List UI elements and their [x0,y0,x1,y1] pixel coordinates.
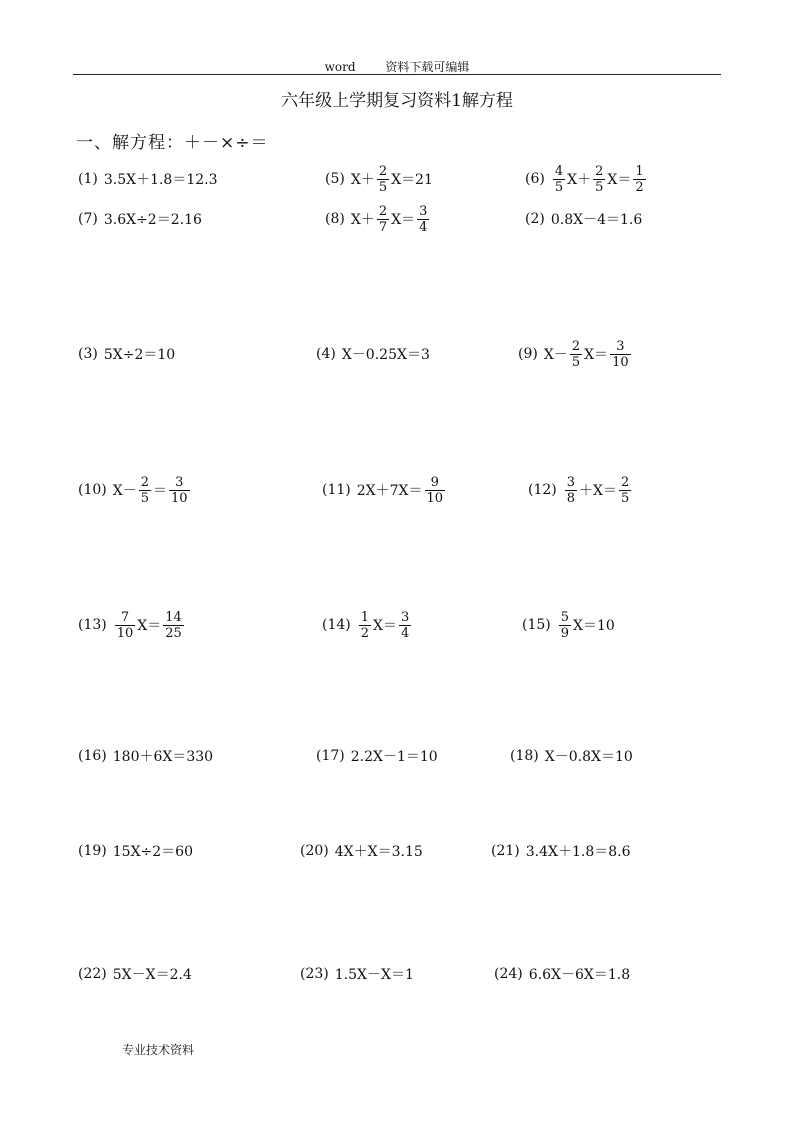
fraction-numerator: 5 [560,609,570,625]
equation-item [300,829,423,873]
fraction-numerator: 2 [140,474,149,490]
fraction [115,610,136,641]
fraction-numerator: 2 [571,338,581,354]
fraction-denominator: 5 [378,179,388,195]
fraction-denominator: 25 [165,625,182,641]
fraction [570,339,582,370]
fraction-denominator: 10 [612,354,629,370]
equation-text: X－ [112,483,137,499]
equation-text: X＋ [350,172,375,188]
equation-item [522,603,615,647]
fraction-denominator: 5 [621,490,630,506]
fraction [593,164,605,195]
fraction-numerator: 3 [419,203,428,219]
fraction-numerator: 3 [175,474,184,490]
fraction-numerator: 2 [378,163,388,179]
equation-text: X＋ [567,172,592,188]
fraction-numerator: 3 [401,609,410,625]
fraction-numerator: 2 [378,203,388,219]
equation-item [78,829,193,873]
equation-item [316,734,438,778]
equation-number: (10) [78,482,107,498]
fraction [163,610,184,641]
fraction-denominator: 5 [554,179,564,195]
equation-number: (6) [525,171,545,187]
fraction-denominator: 8 [566,490,576,506]
equation-number: (22) [78,966,107,982]
equation-number: (18) [510,748,539,764]
equation-item [325,157,433,201]
fraction-numerator: 2 [595,163,604,179]
fraction-denominator: 2 [635,179,644,195]
fraction-numerator: 7 [120,609,130,625]
equation-item [300,952,414,996]
fraction-denominator: 9 [560,625,570,641]
equation-item [528,468,633,512]
equation-number: (15) [522,617,551,633]
header-left-text: word [324,60,356,74]
equation-number: (24) [494,966,523,982]
equation-text: X＝ [373,618,397,634]
equation-text: X－0.8X＝10 [544,749,633,765]
equation-text: X－ [543,347,568,363]
fraction [610,339,631,370]
section-heading: 一、解方程：＋－×÷＝ [76,133,269,153]
equation-item [494,952,630,996]
equation-number: (1) [78,171,98,187]
equation-text: X＝ [137,618,162,634]
fraction-numerator: 4 [554,163,564,179]
page-title: 六年级上学期复习资料1解方程 [281,91,513,111]
fraction-numerator: 1 [635,163,644,179]
fraction-denominator: 5 [571,354,581,370]
equation-text: 0.8X－4＝1.6 [550,212,643,228]
equation-number: (20) [300,843,329,859]
equation-item [322,468,447,512]
equation-item [491,829,631,873]
fraction [169,475,190,506]
fraction-denominator: 2 [360,625,370,641]
fraction-denominator: 10 [426,490,444,506]
fraction [377,164,389,195]
equation-text: X＋ [350,212,375,228]
equation-item [322,603,413,647]
equation-item [78,197,202,241]
fraction [565,475,577,506]
equation-item [78,157,218,201]
equation-number: (17) [316,748,345,764]
equation-item [78,952,192,996]
fraction [425,475,446,506]
equation-number: (4) [316,346,336,362]
equation-text: 3.5X＋1.8＝12.3 [103,172,218,188]
equation-text: 3.4X＋1.8＝8.6 [525,844,631,860]
equation-item [525,157,648,201]
equation-number: (19) [78,843,107,859]
equation-text: ＝ [153,483,167,499]
fraction-denominator: 5 [140,490,149,506]
equation-number: (12) [528,482,557,498]
equation-number: (3) [78,346,98,362]
equation-number: (8) [325,211,345,227]
equation-text: 1.5X－X＝1 [334,967,414,983]
equation-text: ＋X＝ [579,483,617,499]
equation-text: 180＋6X＝330 [112,749,214,765]
fraction [139,475,151,506]
fraction [377,204,389,235]
equation-text: 6.6X－6X＝1.8 [528,967,631,983]
header-right-text: 资料下载可编辑 [385,60,470,74]
fraction-numerator: 9 [430,474,439,490]
equation-text: 5X÷2＝10 [103,347,176,363]
equation-text: X＝21 [391,172,433,188]
fraction [417,204,429,235]
equation-item [78,468,192,512]
fraction-numerator: 3 [566,474,576,490]
equation-item [525,197,642,241]
fraction-numerator: 3 [616,338,625,354]
equation-text: X－0.25X＝3 [341,347,430,363]
equation-item [316,332,430,376]
equation-text: 15X÷2＝60 [112,844,193,860]
page-header [0,58,794,75]
fraction-denominator: 10 [171,490,188,506]
fraction [633,164,645,195]
fraction [559,610,571,641]
equation-number: (13) [78,617,107,633]
page-footer: 专业技术资料 [122,1043,195,1057]
equation-item [78,603,186,647]
equation-number: (5) [325,171,345,187]
fraction-numerator: 1 [360,609,370,625]
equation-item [518,332,633,376]
fraction [399,610,411,641]
equation-number: (21) [491,843,520,859]
equation-text: 2X＋7X＝ [356,483,423,499]
header-rule [73,74,721,75]
equation-number: (7) [78,211,98,227]
fraction [619,475,631,506]
fraction-denominator: 4 [401,625,410,641]
equation-text: 2.2X－1＝10 [350,749,438,765]
equation-number: (11) [322,482,351,498]
fraction-denominator: 4 [419,219,428,235]
equation-text: X＝ [607,172,632,188]
equation-number: (2) [525,211,545,227]
fraction [359,610,371,641]
equation-number: (14) [322,617,351,633]
equation-number: (16) [78,748,107,764]
equation-text: 5X－X＝2.4 [112,967,192,983]
equation-number: (9) [518,346,538,362]
equation-text: X＝ [391,212,416,228]
fraction-denominator: 5 [595,179,604,195]
equation-text: 3.6X÷2＝2.16 [103,212,202,228]
fraction-denominator: 7 [378,219,388,235]
fraction-numerator: 14 [165,609,182,625]
equation-item [78,332,175,376]
equation-number: (23) [300,966,329,982]
equation-text: 4X＋X＝3.15 [334,844,423,860]
equation-item [78,734,213,778]
equation-item [510,734,633,778]
fraction-denominator: 10 [116,625,134,641]
equation-text: X＝ [584,347,609,363]
fraction-numerator: 2 [621,474,630,490]
equation-item [325,197,431,241]
fraction [553,164,565,195]
equation-text: X＝10 [573,618,615,634]
